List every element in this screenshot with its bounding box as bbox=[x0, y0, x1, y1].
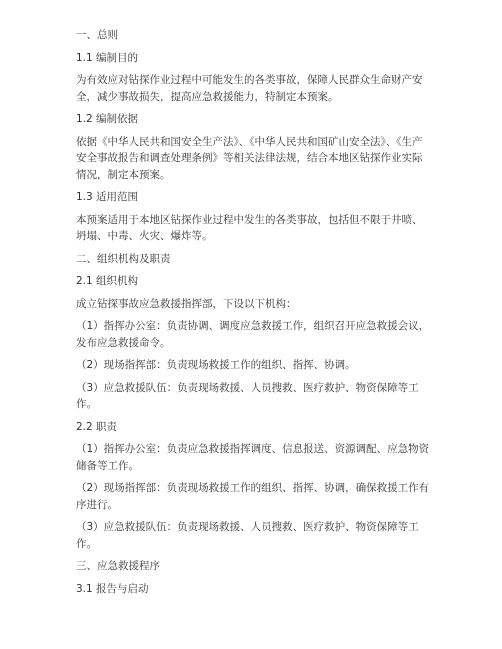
subsection-heading: 1.2 编制依据 bbox=[76, 113, 139, 125]
section-heading: 二、组织机构及职责 bbox=[76, 252, 171, 265]
paragraph: 依据《中华人民共和国安全生产法》、《中华人民共和国矿山安全法》、《生产安全事故报告和调查处理条例》等相关法律法规，结合本地区钻探作业实际情况，制定本预案。 bbox=[76, 135, 423, 181]
subsection-heading: 1.3 适用范围 bbox=[76, 191, 139, 203]
section-heading: 一、总则 bbox=[76, 29, 118, 41]
list-item: （1）指挥办公室：负责应急救援指挥调度、信息报送、资源调配、应急物资储备等工作。 bbox=[76, 443, 430, 472]
paragraph: 本预案适用于本地区钻探作业过程中发生的各类事故，包括但不限于井喷、坍塌、中毒、火灾、爆炸等。 bbox=[76, 213, 423, 242]
list-item: （1）指挥办公室：负责协调、调度应急救援工作，组织召开应急救援会议，发布应急救援命令。 bbox=[76, 320, 430, 349]
list-item: （2）现场指挥部：负责现场救援工作的组织、指挥、协调，确保救援工作有序进行。 bbox=[76, 482, 430, 511]
paragraph: 成立钻探事故应急救援指挥部，下设以下机构： bbox=[76, 297, 297, 310]
list-item: （3）应急救援队伍：负责现场救援、人员搜救、医疗救护、物资保障等工作。 bbox=[76, 521, 419, 550]
list-item: （3）应急救援队伍：负责现场救援、人员搜救、医疗救护、物资保障等工作。 bbox=[76, 381, 419, 410]
subsection-heading: 3.1 报告与启动 bbox=[76, 582, 149, 595]
list-item: （2）现场指挥部：负责现场救援工作的组织、指挥、协调。 bbox=[76, 359, 356, 371]
subsection-heading: 2.1 组织机构 bbox=[76, 275, 139, 287]
paragraph: 为有效应对钻探作业过程中可能发生的各类事故，保障人民群众生命财产安全，减少事故损失，提高应急救援能力，特制定本预案。 bbox=[76, 74, 423, 103]
subsection-heading: 1.1 编制目的 bbox=[76, 51, 139, 64]
section-heading: 三、应急救援程序 bbox=[76, 560, 160, 572]
subsection-heading: 2.2 职责 bbox=[76, 420, 118, 433]
document-body bbox=[76, 27, 432, 603]
